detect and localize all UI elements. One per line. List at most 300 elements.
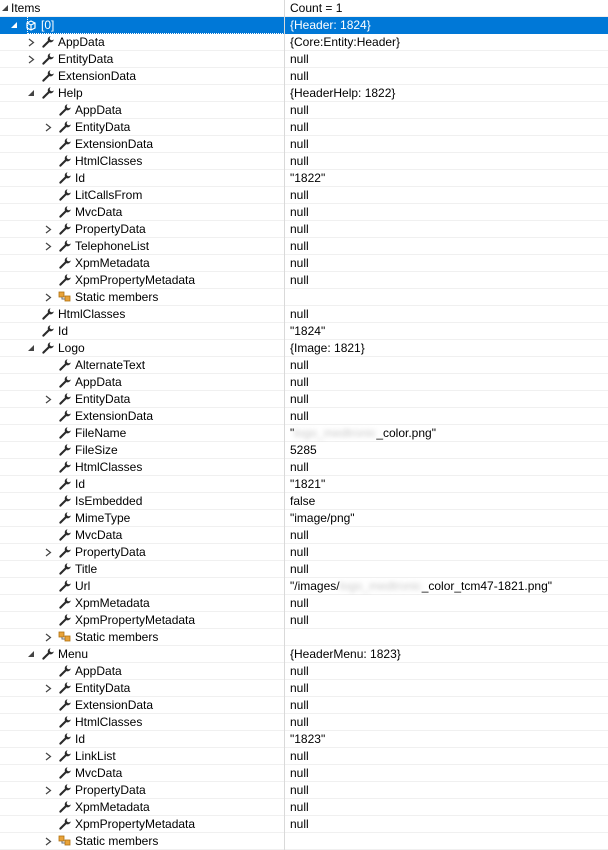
tree-row[interactable] (0, 408, 608, 425)
name-cell[interactable] (0, 357, 285, 374)
value-cell[interactable] (286, 646, 608, 663)
wrench-icon (41, 86, 55, 100)
wrench-icon (58, 392, 72, 406)
value-prefix: "/images/ (290, 579, 340, 593)
tree-row[interactable] (0, 374, 608, 391)
property-value: null (290, 460, 309, 474)
name-cell[interactable] (0, 119, 285, 136)
property-name: XpmPropertyMetadata (75, 273, 196, 287)
value-cell[interactable] (286, 765, 608, 782)
value-cell[interactable] (286, 595, 608, 612)
collapse-triangle-icon[interactable] (27, 89, 36, 98)
tree-row[interactable] (0, 663, 608, 680)
wrench-icon (58, 698, 72, 712)
header-row (0, 0, 608, 17)
redacted-value: logo_medtronic (294, 426, 377, 440)
property-name: PropertyData (75, 222, 146, 236)
name-cell[interactable] (0, 323, 285, 340)
tree-row[interactable] (0, 255, 608, 272)
property-name: HtmlClasses (75, 154, 143, 168)
property-value: null (290, 392, 309, 406)
property-value: "1824" (290, 324, 326, 338)
value-cell[interactable] (286, 391, 608, 408)
name-cell[interactable] (0, 408, 285, 425)
name-cell[interactable] (0, 153, 285, 170)
value-cell[interactable] (286, 51, 608, 68)
property-name: XpmPropertyMetadata (75, 613, 196, 627)
tree-row[interactable] (0, 578, 608, 595)
wrench-icon (58, 528, 72, 542)
wrench-icon (41, 324, 55, 338)
value-cell[interactable] (286, 153, 608, 170)
wrench-icon (58, 205, 72, 219)
wrench-icon (58, 443, 72, 457)
value-cell[interactable] (286, 136, 608, 153)
tree-row[interactable] (0, 68, 608, 85)
tree-row[interactable] (0, 510, 608, 527)
wrench-icon (58, 273, 72, 287)
name-cell[interactable] (0, 612, 285, 629)
wrench-icon (58, 562, 72, 576)
property-value: null (290, 596, 309, 610)
property-name: XpmMetadata (75, 596, 150, 610)
name-cell[interactable] (0, 442, 285, 459)
wrench-icon (58, 239, 72, 253)
property-value: null (290, 783, 309, 797)
property-value: null (290, 273, 309, 287)
property-value: null (290, 698, 309, 712)
property-name: Help (58, 86, 83, 100)
name-cell[interactable] (0, 799, 285, 816)
value-cell[interactable] (286, 493, 608, 510)
static-members-icon (58, 290, 72, 304)
value-cell[interactable] (286, 68, 608, 85)
name-cell[interactable] (0, 204, 285, 221)
property-value: {Image: 1821} (290, 341, 365, 355)
wrench-icon (58, 664, 72, 678)
property-name: Id (58, 324, 69, 338)
wrench-icon (58, 120, 72, 134)
tree-row[interactable] (0, 34, 608, 51)
tree-row[interactable] (0, 561, 608, 578)
tree-row[interactable] (0, 629, 608, 646)
expand-chevron-icon[interactable] (44, 837, 53, 846)
property-value: null (290, 613, 309, 627)
tree-row[interactable] (0, 799, 608, 816)
name-cell[interactable] (0, 629, 285, 646)
value-cell[interactable] (286, 476, 608, 493)
property-name: Id (75, 477, 86, 491)
tree-row[interactable] (0, 527, 608, 544)
property-value: null (290, 103, 309, 117)
wrench-icon (58, 783, 72, 797)
value-suffix: _color_tcm47-1821.png" (421, 579, 553, 593)
wrench-icon (41, 307, 55, 321)
tree-row[interactable] (0, 391, 608, 408)
wrench-icon (41, 69, 55, 83)
property-name: Id (75, 171, 86, 185)
value-cell[interactable] (286, 799, 608, 816)
tree-row[interactable] (0, 544, 608, 561)
chevron-down-icon[interactable] (1, 4, 10, 13)
property-value: null (290, 528, 309, 542)
property-name: EntityData (75, 120, 131, 134)
name-cell[interactable] (0, 476, 285, 493)
name-cell[interactable] (0, 748, 285, 765)
value-cell[interactable] (286, 680, 608, 697)
wrench-icon (58, 545, 72, 559)
wrench-icon (58, 579, 72, 593)
value-cell[interactable] (286, 578, 608, 595)
name-cell[interactable] (0, 238, 285, 255)
name-cell[interactable] (0, 170, 285, 187)
tree-row[interactable] (0, 612, 608, 629)
value-cell[interactable] (286, 306, 608, 323)
expand-chevron-icon[interactable] (44, 395, 53, 404)
property-name: IsEmbedded (75, 494, 143, 508)
wrench-icon (58, 154, 72, 168)
name-cell[interactable] (0, 561, 285, 578)
collapse-triangle-icon[interactable] (27, 344, 36, 353)
name-cell[interactable] (0, 289, 285, 306)
tree-row[interactable] (0, 306, 608, 323)
property-value: 5285 (290, 443, 317, 457)
value-cell[interactable] (286, 102, 608, 119)
value-cell[interactable] (286, 408, 608, 425)
name-cell[interactable] (0, 221, 285, 238)
name-cell[interactable] (0, 68, 285, 85)
tree-row[interactable] (0, 765, 608, 782)
name-cell[interactable] (0, 306, 285, 323)
tree-row[interactable] (0, 187, 608, 204)
expand-chevron-icon[interactable] (44, 786, 53, 795)
tree-row[interactable] (0, 595, 608, 612)
wrench-icon (58, 681, 72, 695)
property-name: HtmlClasses (75, 715, 143, 729)
wrench-icon (58, 358, 72, 372)
name-cell[interactable] (0, 697, 285, 714)
wrench-icon (41, 35, 55, 49)
name-cell[interactable] (0, 391, 285, 408)
value-cell[interactable] (286, 289, 608, 306)
wrench-icon (58, 460, 72, 474)
property-name: Static members (75, 630, 159, 644)
property-value: null (290, 562, 309, 576)
property-name: PropertyData (75, 545, 146, 559)
name-cell[interactable] (0, 731, 285, 748)
items-header-label: Items (11, 1, 41, 15)
value-cell[interactable] (286, 187, 608, 204)
redacted-value: logo_medtronic (339, 579, 422, 593)
tree-row[interactable] (0, 442, 608, 459)
property-name: XpmMetadata (75, 800, 150, 814)
tree-row[interactable] (0, 714, 608, 731)
tree-row[interactable] (0, 119, 608, 136)
tree-row[interactable] (0, 340, 608, 357)
wrench-icon (58, 749, 72, 763)
value-cell[interactable] (286, 323, 608, 340)
wrench-icon (41, 341, 55, 355)
name-cell[interactable] (0, 187, 285, 204)
value-cell[interactable] (286, 561, 608, 578)
tree-row[interactable] (0, 289, 608, 306)
expand-chevron-icon[interactable] (44, 225, 53, 234)
property-value: null (290, 749, 309, 763)
value-cell[interactable] (286, 544, 608, 561)
wrench-icon (58, 715, 72, 729)
expand-chevron-icon[interactable] (44, 633, 53, 642)
property-value: "image/png" (290, 511, 355, 525)
property-name: ExtensionData (58, 69, 137, 83)
property-value: {HeaderMenu: 1823} (290, 647, 401, 661)
tree-row[interactable] (0, 357, 608, 374)
property-value: null (290, 188, 309, 202)
property-value: null (290, 69, 309, 83)
value-cell[interactable] (286, 357, 608, 374)
name-cell[interactable] (0, 816, 285, 833)
expand-chevron-icon[interactable] (44, 242, 53, 251)
name-cell[interactable] (0, 374, 285, 391)
collapse-triangle-icon[interactable] (10, 21, 19, 30)
count-column-header[interactable]: Count = 1 (290, 1, 343, 15)
wrench-icon (58, 494, 72, 508)
property-name: EntityData (75, 681, 131, 695)
value-cell[interactable] (286, 340, 608, 357)
name-cell[interactable] (0, 102, 285, 119)
name-cell[interactable] (0, 85, 285, 102)
value-cell[interactable] (286, 425, 608, 442)
value-cell[interactable] (286, 442, 608, 459)
property-value: null (290, 664, 309, 678)
expand-chevron-icon[interactable] (27, 55, 36, 64)
property-value: null (290, 307, 309, 321)
tree-row[interactable] (0, 238, 608, 255)
wrench-icon (58, 256, 72, 270)
property-value: "1822" (290, 171, 326, 185)
property-value: null (290, 137, 309, 151)
value-cell[interactable] (286, 17, 608, 34)
tree-row[interactable] (0, 136, 608, 153)
wrench-icon (58, 477, 72, 491)
property-value: false (290, 494, 316, 508)
property-name: Title (75, 562, 98, 576)
property-name: MimeType (75, 511, 131, 525)
value-cell[interactable] (286, 170, 608, 187)
property-name: Static members (75, 290, 159, 304)
expand-chevron-icon[interactable] (44, 684, 53, 693)
tree-row[interactable] (0, 221, 608, 238)
name-cell[interactable] (0, 765, 285, 782)
value-cell[interactable] (286, 527, 608, 544)
value-cell[interactable] (286, 714, 608, 731)
value-cell[interactable] (286, 629, 608, 646)
property-name: HtmlClasses (58, 307, 126, 321)
tree-row[interactable] (0, 17, 608, 34)
property-name: [0] (41, 18, 55, 32)
value-cell[interactable] (286, 119, 608, 136)
value-cell[interactable] (286, 459, 608, 476)
tree-row[interactable] (0, 816, 608, 833)
name-cell[interactable] (0, 425, 285, 442)
expand-chevron-icon[interactable] (44, 548, 53, 557)
tree-row[interactable] (0, 748, 608, 765)
value-cell[interactable] (286, 85, 608, 102)
wrench-icon (41, 52, 55, 66)
property-name: LinkList (75, 749, 116, 763)
property-value: null (290, 120, 309, 134)
wrench-icon (58, 732, 72, 746)
property-value: null (290, 715, 309, 729)
expand-chevron-icon[interactable] (27, 38, 36, 47)
value-cell[interactable] (286, 697, 608, 714)
property-name: ExtensionData (75, 409, 154, 423)
tree-row[interactable] (0, 85, 608, 102)
value-cell[interactable] (286, 34, 608, 51)
property-name: PropertyData (75, 783, 146, 797)
value-cell[interactable] (286, 833, 608, 850)
property-name: TelephoneList (75, 239, 150, 253)
property-name: EntityData (58, 52, 114, 66)
wrench-icon (58, 103, 72, 117)
property-name: Url (75, 579, 91, 593)
tree-row[interactable] (0, 170, 608, 187)
wrench-icon (58, 800, 72, 814)
tree-row[interactable] (0, 833, 608, 850)
name-cell[interactable] (0, 34, 285, 51)
property-value: null (290, 52, 309, 66)
value-cell[interactable] (286, 238, 608, 255)
property-name: MvcData (75, 528, 123, 542)
name-cell[interactable] (0, 493, 285, 510)
value-cell[interactable] (286, 663, 608, 680)
property-name: FileSize (75, 443, 118, 457)
tree-row[interactable] (0, 425, 608, 442)
name-cell[interactable] (0, 646, 285, 663)
property-value: {HeaderHelp: 1822} (290, 86, 396, 100)
name-cell[interactable] (0, 136, 285, 153)
tree-row[interactable] (0, 493, 608, 510)
property-value: null (290, 222, 309, 236)
collapse-triangle-icon[interactable] (27, 650, 36, 659)
property-name: XpmMetadata (75, 256, 150, 270)
property-name: AppData (75, 103, 122, 117)
tree-row[interactable] (0, 204, 608, 221)
wrench-icon (58, 137, 72, 151)
tree-row[interactable] (0, 476, 608, 493)
property-value: {Core:Entity:Header} (290, 35, 401, 49)
value-cell[interactable] (286, 374, 608, 391)
property-name: AppData (75, 664, 122, 678)
value-cell[interactable] (286, 255, 608, 272)
value-cell[interactable] (286, 204, 608, 221)
wrench-icon (58, 511, 72, 525)
name-cell[interactable] (0, 680, 285, 697)
name-cell[interactable] (0, 595, 285, 612)
property-value: null (290, 239, 309, 253)
name-cell[interactable] (0, 17, 285, 34)
name-cell[interactable] (0, 51, 285, 68)
name-cell[interactable] (0, 272, 285, 289)
tree-row[interactable] (0, 646, 608, 663)
tree-row[interactable] (0, 731, 608, 748)
static-members-icon (58, 834, 72, 848)
property-name: MvcData (75, 205, 123, 219)
name-cell[interactable] (0, 544, 285, 561)
name-cell[interactable] (0, 459, 285, 476)
name-cell[interactable] (0, 578, 285, 595)
value-cell[interactable] (286, 782, 608, 799)
value-cell[interactable] (286, 816, 608, 833)
wrench-icon (41, 647, 55, 661)
focus-rectangle (28, 17, 284, 33)
property-name: Id (75, 732, 86, 746)
property-name: MvcData (75, 766, 123, 780)
property-name: Static members (75, 834, 159, 848)
value-cell[interactable] (286, 731, 608, 748)
value-suffix: _color.png" (376, 426, 436, 440)
name-cell[interactable] (0, 527, 285, 544)
property-value: null (290, 545, 309, 559)
tree-row[interactable] (0, 153, 608, 170)
static-members-icon (58, 630, 72, 644)
name-cell[interactable] (0, 782, 285, 799)
tree-row[interactable] (0, 459, 608, 476)
property-value: null (290, 256, 309, 270)
value-cell[interactable] (286, 510, 608, 527)
property-value: "1823" (290, 732, 326, 746)
value-cell[interactable] (286, 612, 608, 629)
tree-row[interactable] (0, 323, 608, 340)
property-value: null (290, 205, 309, 219)
tree-row[interactable] (0, 782, 608, 799)
name-cell[interactable] (0, 663, 285, 680)
property-value: null (290, 409, 309, 423)
tree-row[interactable] (0, 272, 608, 289)
items-column-header[interactable] (0, 0, 285, 17)
name-cell[interactable] (0, 340, 285, 357)
wrench-icon (58, 817, 72, 831)
value-cell[interactable] (286, 221, 608, 238)
property-value: null (290, 375, 309, 389)
name-cell[interactable] (0, 714, 285, 731)
name-cell[interactable] (0, 833, 285, 850)
value-cell[interactable] (286, 272, 608, 289)
tree-row[interactable] (0, 51, 608, 68)
name-cell[interactable] (0, 510, 285, 527)
value-cell[interactable] (286, 748, 608, 765)
wrench-icon (58, 375, 72, 389)
expand-chevron-icon[interactable] (44, 123, 53, 132)
wrench-icon (58, 596, 72, 610)
property-value: null (290, 766, 309, 780)
wrench-icon (58, 171, 72, 185)
property-name: ExtensionData (75, 137, 154, 151)
property-name: Menu (58, 647, 89, 661)
tree-row[interactable] (0, 697, 608, 714)
wrench-icon (58, 409, 72, 423)
expand-chevron-icon[interactable] (44, 752, 53, 761)
property-name: AppData (58, 35, 105, 49)
property-name: HtmlClasses (75, 460, 143, 474)
tree-row[interactable] (0, 680, 608, 697)
name-cell[interactable] (0, 255, 285, 272)
property-name: LitCallsFrom (75, 188, 143, 202)
property-value: null (290, 154, 309, 168)
property-name: EntityData (75, 392, 131, 406)
wrench-icon (58, 426, 72, 440)
tree-row[interactable] (0, 102, 608, 119)
expand-chevron-icon[interactable] (44, 293, 53, 302)
